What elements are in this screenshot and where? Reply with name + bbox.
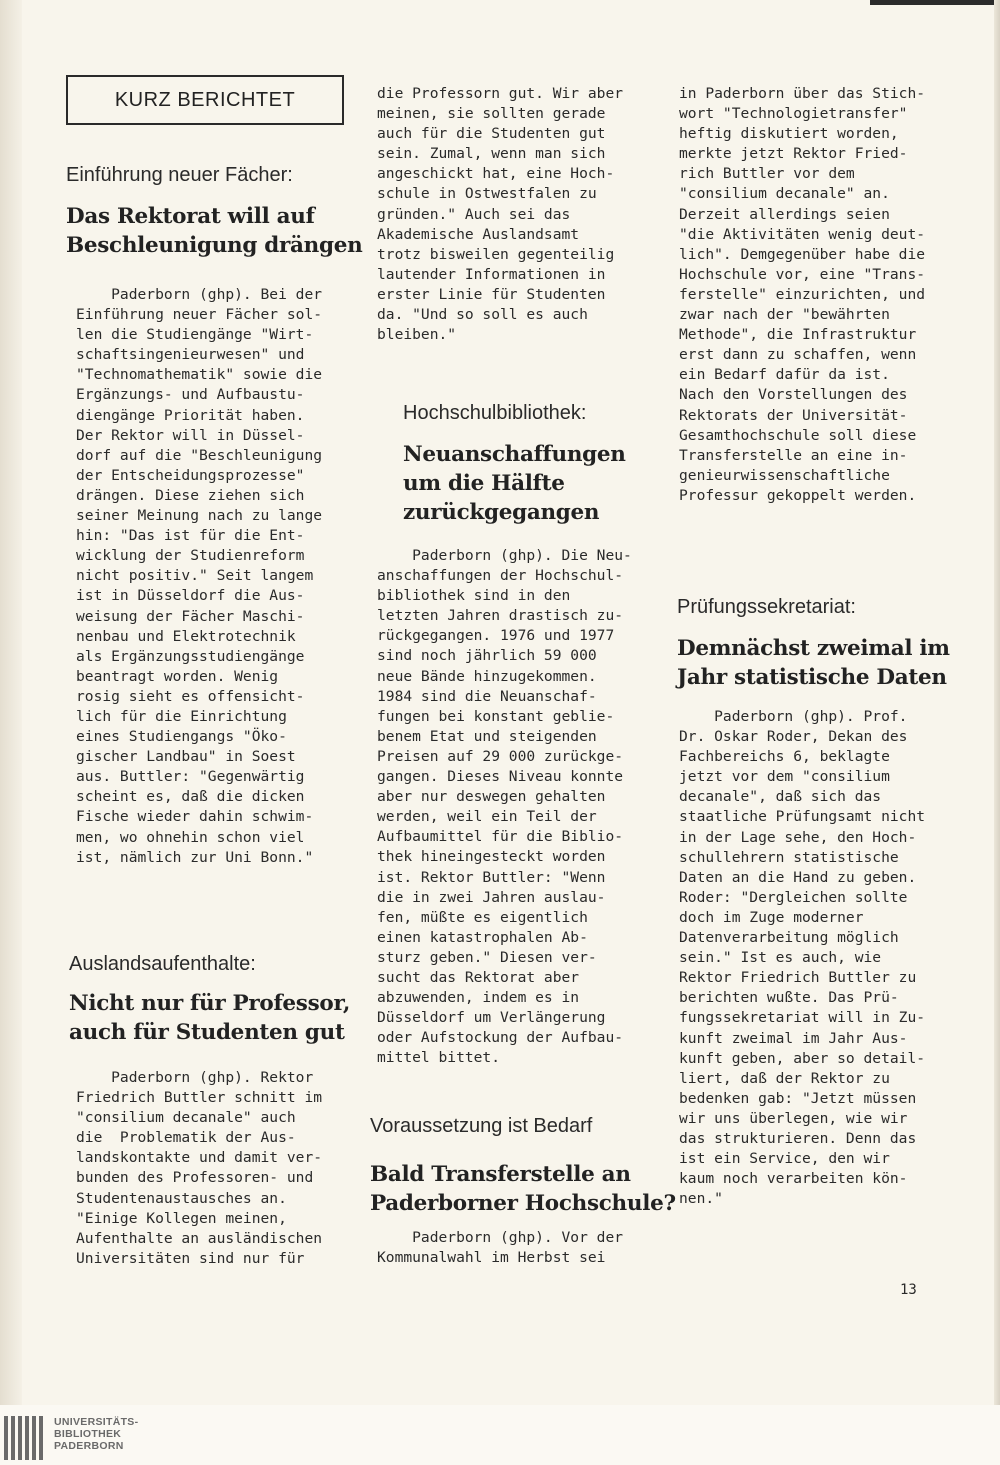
- article-bibliothek-headline-3: zurückgegangen: [403, 500, 600, 525]
- article-faecher-body: Paderborn (ghp). Bei der Einführung neuer Fächer sol- len die Studiengänge "Wirt- schaftsingenieurwesen" und "Technomathematik" sowie die Ergänzungs- und Aufbaustu- diengänge Priorität haben. Der Rektor will in Düssel- dorf auf die "Beschleunigung der Entscheidungsprozesse" drängen. Diese ziehen sich seiner Meinung nach zu lange hin: "Das ist für die Ent- wicklung der Studienreform nicht positiv." Seit langem ist in Düsseldorf die Aus- weisung der Fächer Maschi- nenbau und Elektrotechnik als Ergänzungsstudiengänge beantragt worden. Wenig rosig sieht es offensicht- lich für die Einrichtung eines Studiengangs "Öko- gischer Landbau" in Soest aus. Buttler: "Gegenwärtig scheint es, daß die dicken Fische wieder dahin schwim- men, wo ohnehin schon viel ist, nämlich zur Uni Bonn.": [76, 286, 323, 866]
- library-logo-text: [54, 1416, 138, 1452]
- article-transfer-body-col3: in Paderborn über das Stich- wort "Technologietransfer" heftig diskutiert worden, merkte jetzt Rektor Fried- rich Buttler vor dem "consilium decanale" an. Derzeit allerdings seien "die Aktivitäten wenig deut- lich". Demgegenüber habe die Hochschule vor, eine "Trans- ferstelle" einzurichten, und zwar nach der "bewährten Methode", die Infrastruktur erst dann zu schaffen, wenn ein Bedarf dafür da ist. Nach den Vorstellungen des Rektorats der Universität- Gesamthochschule soll diese Transferstelle an eine in- genieurwissenschaftliche Professur gekoppelt werden.: [679, 85, 926, 504]
- article-ausland-headline-2: auch für Studenten gut: [69, 1020, 345, 1045]
- section-title-box: KURZ BERICHTET: [66, 75, 344, 125]
- article-faecher-kicker: Einführung neuer Fächer:: [66, 164, 293, 186]
- article-pruefung-body: Paderborn (ghp). Prof. Dr. Oskar Roder, Dekan des Fachbereichs 6, beklagte jetzt vor dem "consilium decanale", daß sich das staatliche Prüfungsamt nicht in der Lage sehe, den Hoch- schullehrern statistische Daten an die Hand zu geben. Roder: "Dergleichen sollte doch im Zuge moderner Datenverarbeitung möglich sein." Ist es auch, wie Rektor Friedrich Buttler zu berichten wußte. Das Prü- fungssekretariat will in Zu- kunft zweimal im Jahr Aus- kunft geben, aber so detail- liert, daß der Rektor zu bedenken gab: "Jetzt müssen wir uns überlegen, wie wir das strukturieren. Denn das ist ein Service, den wir kaum noch verarbeiten kön- nen.": [679, 708, 926, 1208]
- article-bibliothek-headline-1: Neuanschaffungen: [403, 442, 626, 467]
- library-logo-icon: [4, 1416, 48, 1460]
- page-number: 13: [900, 1282, 917, 1298]
- article-faecher-headline-2: Beschleunigung drängen: [66, 233, 363, 258]
- library-name-line-1: UNIVERSITÄTS-: [54, 1416, 139, 1428]
- article-bibliothek-kicker: Hochschulbibliothek:: [403, 402, 587, 424]
- article-transfer-headline-1: Bald Transferstelle an: [370, 1162, 631, 1187]
- page-edge: [994, 0, 1000, 1405]
- article-transfer-headline-2: Paderborner Hochschule?: [370, 1191, 676, 1216]
- article-ausland-body-col1: Paderborn (ghp). Rektor Friedrich Buttler schnitt im "consilium decanale" auch die Problematik der Aus- landskontakte und damit ver- bunden des Professoren- und Studentenaustausches an. "Einige Kollegen meinen, Aufenthalte an ausländischen Universitäten sind nur für: [76, 1069, 323, 1267]
- article-transfer-body-col2: Paderborn (ghp). Vor der Kommunalwahl im Herbst sei: [377, 1229, 624, 1267]
- scan-edge: [870, 0, 1000, 5]
- article-ausland-body-col2: die Professorn gut. Wir aber meinen, sie sollten gerade auch für die Studenten gut sein. Zumal, wenn man sich angeschickt hat, eine Hoch- schule in Ostwestfalen zu gründen." Auch sei das Akademische Auslandsamt trotz bisweilen gegenteilig lautender Informationen in erster Linie für Studenten da. "Und so soll es auch bleiben.": [377, 85, 624, 344]
- article-ausland-headline-1: Nicht nur für Professor,: [69, 991, 351, 1016]
- page-spine: [0, 0, 22, 1405]
- library-name-line-2: BIBLIOTHEK: [54, 1428, 122, 1440]
- library-name-line-3: PADERBORN: [54, 1440, 124, 1452]
- article-ausland-kicker: Auslandsaufenthalte:: [69, 953, 256, 975]
- article-bibliothek-body: Paderborn (ghp). Die Neu- anschaffungen der Hochschul- bibliothek sind in den letzten Jahren drastisch zu- rückgegangen. 1976 und 1977 sind noch jährlich 59 000 neue Bände hinzugekommen. 1984 sind die Neuanschaf- fungen bei konstant geblie- benem Etat und steigenden Preisen auf 29 000 zurückge- gangen. Dieses Niveau konnte aber nur deswegen gehalten werden, weil ein Teil der Aufbaumittel für die Biblio- thek hineingesteckt worden ist. Rektor Buttler: "Wenn die in zwei Jahren auslau- fen, müßte es eigentlich einen katastrophalen Ab- sturz geben." Diesen ver- sucht das Rektorat aber abzuwenden, indem es in Düsseldorf um Verlängerung oder Aufstockung der Aufbau- mittel bittet.: [377, 547, 632, 1067]
- article-pruefung-kicker: Prüfungssekretariat:: [677, 596, 856, 618]
- library-footer: [0, 1405, 1000, 1465]
- article-pruefung-headline-2: Jahr statistische Daten: [677, 665, 947, 690]
- article-faecher-headline-1: Das Rektorat will auf: [66, 204, 315, 229]
- article-transfer-kicker: Voraussetzung ist Bedarf: [370, 1115, 593, 1137]
- article-bibliothek-headline-2: um die Hälfte: [403, 471, 565, 496]
- article-pruefung-headline-1: Demnächst zweimal im: [677, 636, 950, 661]
